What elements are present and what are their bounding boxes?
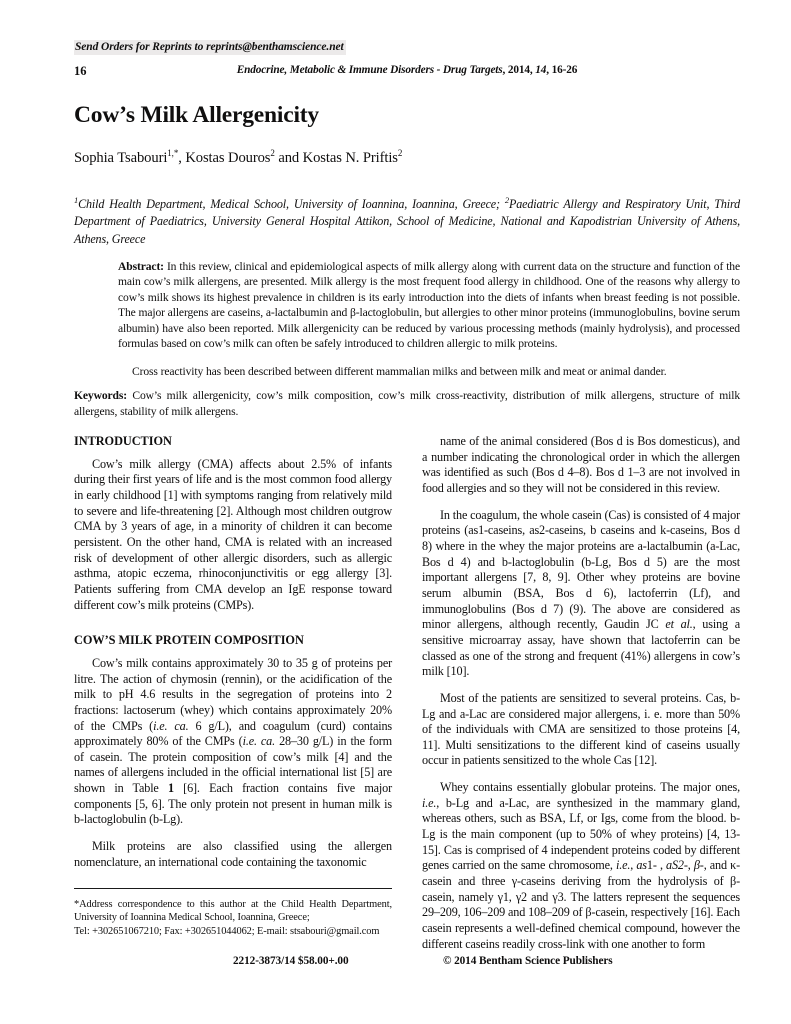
keywords-text: Cow’s milk allergenicity, cow’s milk composition, cow’s milk cross-reactivity, distribution of milk allergens, structure of milk allergens, stability of milk allergens.: [74, 389, 740, 418]
affiliation-marker-2: 2: [504, 195, 509, 205]
page-title: Cow’s Milk Allergenicity: [74, 101, 319, 128]
right-italic-beta: β-: [693, 858, 704, 873]
table-reference-number: 1: [167, 781, 174, 796]
footnote-divider: [74, 888, 392, 889]
footnote-contact: Tel: +302651067210; Fax: +302651044062; E-mail: stsabouri@gmail.com: [74, 925, 380, 937]
abstract-block: [118, 259, 740, 351]
composition-text-d: [6]. Each fraction contains five major components [5, 6]. The only protein not present in human milk is b-lactoglobulin (b-Lg).: [74, 781, 392, 827]
body-column-left: [74, 434, 392, 870]
affiliation-marker-1: 1: [74, 195, 79, 205]
author-affil-marker-3: 2: [397, 148, 403, 158]
abstract-text: In this review, clinical and epidemiological aspects of milk allergy along with current data on the structure and function of the main cow’s milk allergens, are presented. Milk allergy is the most frequent food allergy in childhood. One of the reasons why allergy to cow’s milk shows its highest prevalence in children is its early introduction into the diets of infants when breast feeding is not possible. The major allergens are caseins, a-lactalbumin and β-lactoglobulin, but allergies to other minor proteins (immunoglobulins, bovine serum albumin) have also been reported. Milk allergenicity can be reduced by various processing methods (mainly hydrolysis), and processed formulas based on cow’s milk can often be safely introduced to children allergic to milk proteins.: [118, 260, 740, 351]
affiliation-text-1: Child Health Department, Medical School, University of Ioannina, Ioannina, Greece;: [78, 197, 505, 212]
body-column-right: [422, 434, 740, 952]
reprint-notice: Send Orders for Reprints to reprints@benthamscience.net: [75, 41, 344, 53]
author-list: [74, 148, 402, 167]
right-text-4d: 1- ,: [646, 858, 667, 873]
author-name-2: Kostas Douros: [185, 149, 271, 166]
author-separator-1: ,: [178, 149, 186, 166]
right-text-4c: ,: [630, 858, 637, 873]
right-text-2b: , using a sensitive microarray assay, have shown that lactoferrin can be classed as one of the strong and frequent (41%) allergens in cow’s milk [10].: [422, 617, 740, 679]
keywords-label: Keywords:: [74, 389, 128, 402]
paragraph-right-1: name of the animal considered (Bos d is Bos domesticus), and a number indicating the chronological order in which the allergen was identified as such (Bos d 4–8). Bos d 1–3 are not involved in food allergies and so they will not be considered in this review.: [422, 434, 740, 495]
journal-pages: , 16-26: [546, 64, 578, 76]
right-italic-as: as: [636, 858, 647, 873]
affiliation-text-2: Paediatric Allergy and Respiratory Unit, Third Department of Paediatrics, University General Hospital Attikon, School of Medicine, National and Kapodistrian University of Athens, Athens, Greece: [74, 197, 740, 246]
composition-italic-1: i.e. ca.: [153, 718, 189, 733]
affiliations: [74, 192, 740, 248]
page-content-area: [74, 0, 740, 1024]
right-text-4e: ,: [687, 858, 694, 873]
right-italic-as2: aS2-: [666, 858, 688, 873]
keywords-block: [74, 388, 740, 420]
paragraph-right-4: [422, 780, 740, 952]
paragraph-composition-2: Milk proteins are also classified using the allergen nomenclature, an international code containing the taxonomic: [74, 839, 392, 869]
journal-volume: 14: [535, 64, 547, 76]
right-text-4b: , b-Lg and a-Lac, are synthesized in the mammary gland, whereas others, such as BSA, Lf, or Igs, come from the blood. b-Lg is the main component (up to 50% of whey proteins) [4, 13-15]. Cas is comprised of 4 independent proteins coded by different genes carried on the same chromosome,: [422, 795, 740, 873]
right-italic-etal: et al.: [665, 617, 693, 632]
paragraph-intro-1: Cow’s milk allergy (CMA) affects about 2.5% of infants during their first years of life and is the most common food allergy in early childhood [1] with symptoms ranging from relatively mild to severe and life-threatening [2]. Although most children outgrow CMA by 3 years of age, in a minority of children it can become persistent. On the other hand, CMA is related with an increased risk of development of other allergic disorders, such as allergic asthma, atopic eczema, rhinoconjunctivitis or egg allergy [3]. Patients suffering from CMA develop an IgE response toward different cow’s milk proteins (CMPs).: [74, 456, 392, 612]
author-affil-marker-1: 1,*: [167, 148, 179, 158]
correspondence-footnote: [74, 888, 392, 938]
composition-text-a: Cow’s milk contains approximately 30 to 35 g of proteins per litre. The action of chymosin (rennin), or the acidification of the milk to pH 4.6 results in the segregation of proteins into 2 fractions: lactoserum (whey) which contains approximately 20% of the CMPs (: [74, 655, 392, 733]
composition-text-c: 28–30 g/L) in the form of casein. The protein composition of cow’s milk [4] and the names of allergens included in the official international list [5] are shown in Table: [74, 734, 393, 796]
right-text-4f: , and κ-casein and three γ-caseins deriving from the hydrolysis of β-casein, namely γ1, γ2 and γ3. The latters represent the sequences 29–209, 106–209 and 108–209 of β-casein, respectively [16]. Each casein represents a well-defined chemical compound, however the different caseins readily cross-link with one another to form: [422, 858, 740, 951]
abstract-cross-reactivity-note: Cross reactivity has been described between different mammalian milks and between milk and meat or animal dander.: [132, 365, 667, 378]
right-text-2a: In the coagulum, the whole casein (Cas) is consisted of 4 major proteins (as1-caseins, as2-caseins, b caseins and k-caseins, Bos d 8) where in the whey the major proteins are a-lactalbumin (a-Lac, Bos d 4) and b-lactoglobulin (b-Lg, Bos d 5) are the most important allergens [7, 8, 9]. Other whey proteins are bovine serum albumin (BSA, Bos d 6), lactoferrin (Lf), and immunoglobulins (Bos d 7) (9). The above are considered as minor allergens, although recently, Gaudin JC: [422, 507, 740, 632]
abstract-label: Abstract:: [118, 260, 164, 273]
copyright-notice: © 2014 Bentham Science Publishers: [443, 955, 613, 967]
author-affil-marker-2: 2: [270, 148, 275, 158]
author-name-1: Sophia Tsabouri: [74, 149, 168, 166]
paragraph-right-3: Most of the patients are sensitized to several proteins. Cas, b-Lg and a-Lac are considered major allergens, i. e. more than 50% of the individuals with CMA are sensitized to those proteins [4, 11]. Multi sensitizations to the different kind of caseins usually occur in patients sensitized to the whole Cas [12].: [422, 690, 740, 768]
section-heading-milk-protein-composition: COW’S MILK PROTEIN COMPOSITION: [74, 633, 304, 648]
paragraph-composition-1: [74, 656, 392, 828]
journal-reference: [74, 64, 740, 76]
author-separator-2: and: [274, 149, 303, 166]
author-name-3: Kostas N. Priftis: [302, 149, 398, 166]
page-number: 16: [74, 64, 87, 78]
journal-header-row: [74, 64, 740, 80]
issn-price: 2212-3873/14 $58.00+.00: [233, 955, 349, 967]
composition-italic-2: i.e. ca.: [242, 734, 276, 749]
journal-year: , 2014,: [502, 64, 536, 76]
right-text-4a: Whey contains essentially globular proteins. The major ones,: [440, 780, 740, 795]
composition-text-b: 6 g/L), and coagulum (curd) contains approximately 80% of the CMPs (: [74, 718, 392, 749]
right-italic-ie-1: i.e.: [422, 795, 437, 810]
section-heading-introduction: INTRODUCTION: [74, 434, 172, 448]
right-italic-ie-2: i.e.: [615, 858, 631, 873]
journal-title: Endocrine, Metabolic & Immune Disorders - Drug Targets: [236, 64, 503, 76]
footnote-address: *Address correspondence to this author at the Child Health Department, University of Ioannina Medical School, Ioannina, Greece;: [74, 899, 392, 924]
paragraph-right-2: [422, 508, 740, 680]
